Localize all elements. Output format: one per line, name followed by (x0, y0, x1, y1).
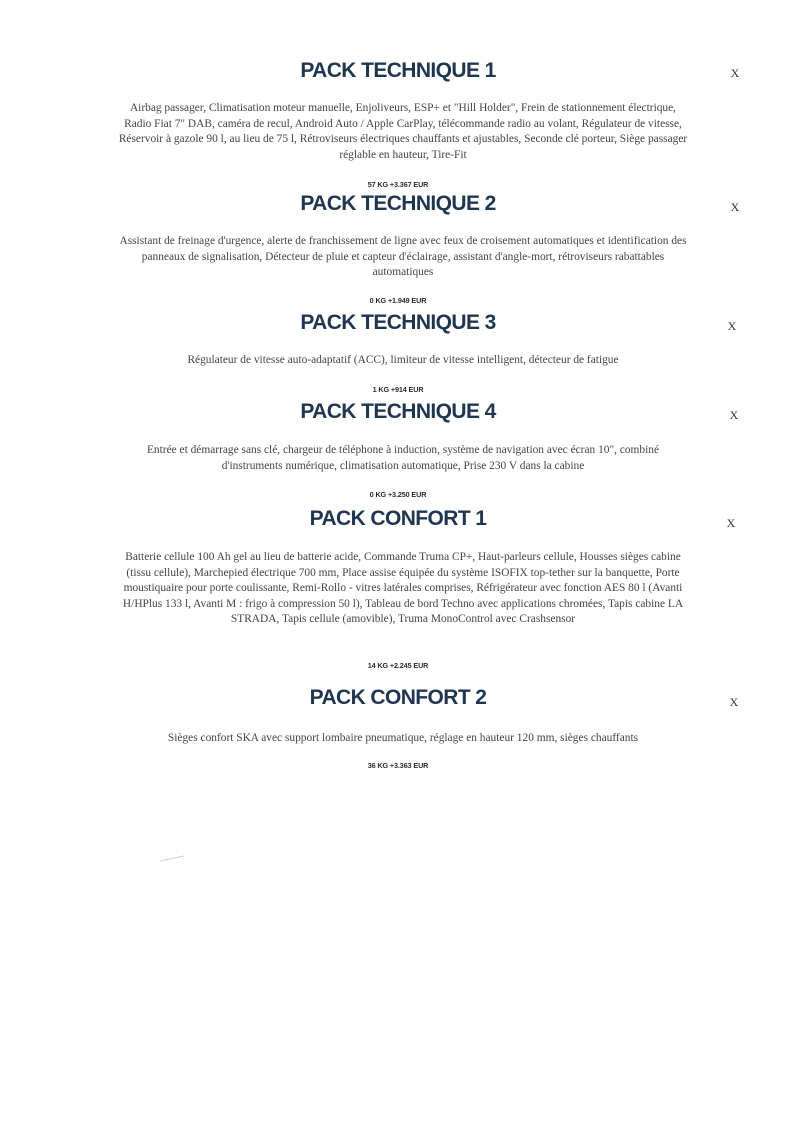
pack-title: PACK TECHNIQUE 3 (300, 311, 496, 334)
pack-description: Airbag passager, Climatisation moteur manuelle, Enjoliveurs, ESP+ et "Hill Holder", Frein de stationnement électrique, Radio Fiat 7" DAB, caméra de recul, Android Auto / Apple CarPlay, télécommande radio au volant, Régulateur de vitesse, Réservoir à gazole 90 l, au lieu de 75 l, Rétroviseurs électriques chauffants et ajustables, Seconde clé porteur, Siège passager réglable en hauteur, Tire-Fit (118, 102, 688, 161)
close-button[interactable]: X (730, 200, 740, 214)
pack-price: 0 KG +3.250 EUR (369, 490, 427, 499)
pack-title: PACK CONFORT 2 (309, 686, 487, 709)
close-button[interactable]: X (730, 66, 740, 80)
pack-title: PACK CONFORT 1 (309, 507, 487, 530)
pack-title: PACK TECHNIQUE 4 (300, 400, 496, 423)
close-button[interactable]: X (729, 408, 739, 422)
pack-description: Batterie cellule 100 Ah gel au lieu de batterie acide, Commande Truma CP+, Haut-parleurs cellule, Housses sièges cabine (tissu cellule), Marchepied électrique 700 mm, Place assise équipée du système ISOFIX top-tether sur la banquette, Porte moustiquaire pour porte coulissante, Remi-Rollo - vitres latérales comprises, Réfrigérateur avec fonction AES 80 l (Avanti H/HPlus 133 l, Avanti M : frigo à compression 50 l), Tableau de bord Techno avec applications chromées, Tapis cabine LA STRADA, Tapis cellule (amovible), Truma MonoControl avec Crashsensor (122, 551, 684, 626)
pack-price: 1 KG +914 EUR (372, 385, 424, 394)
close-button[interactable]: X (729, 695, 739, 709)
pack-title: PACK TECHNIQUE 2 (300, 192, 496, 215)
pack-description: Entrée et démarrage sans clé, chargeur de téléphone à induction, système de navigation avec écran 10", combiné d'instruments numérique, climatisation automatique, Prise 230 V dans la cabine (146, 444, 660, 472)
pack-description: Sièges confort SKA avec support lombaire pneumatique, réglage en hauteur 120 mm, sièges chauffants (167, 732, 639, 744)
pack-title: PACK TECHNIQUE 1 (300, 59, 496, 82)
pack-description: Régulateur de vitesse auto-adaptatif (ACC), limiteur de vitesse intelligent, détecteur de fatigue (187, 354, 619, 366)
pack-price: 36 KG +3.363 EUR (367, 761, 429, 770)
close-button[interactable]: X (727, 319, 737, 333)
pack-description: Assistant de freinage d'urgence, alerte de franchissement de ligne avec feux de croisement automatiques et identification des panneaux de signalisation, Détecteur de pluie et capteur d'éclairage, assistant d'angle-mort, rétroviseurs rabattables automatiques (119, 235, 687, 279)
close-button[interactable]: X (726, 516, 736, 530)
scan-mark (160, 856, 184, 862)
pack-price: 0 KG +1.949 EUR (369, 296, 427, 305)
pack-price: 14 KG +2.245 EUR (367, 661, 429, 670)
pack-price: 57 KG +3.367 EUR (367, 180, 429, 189)
